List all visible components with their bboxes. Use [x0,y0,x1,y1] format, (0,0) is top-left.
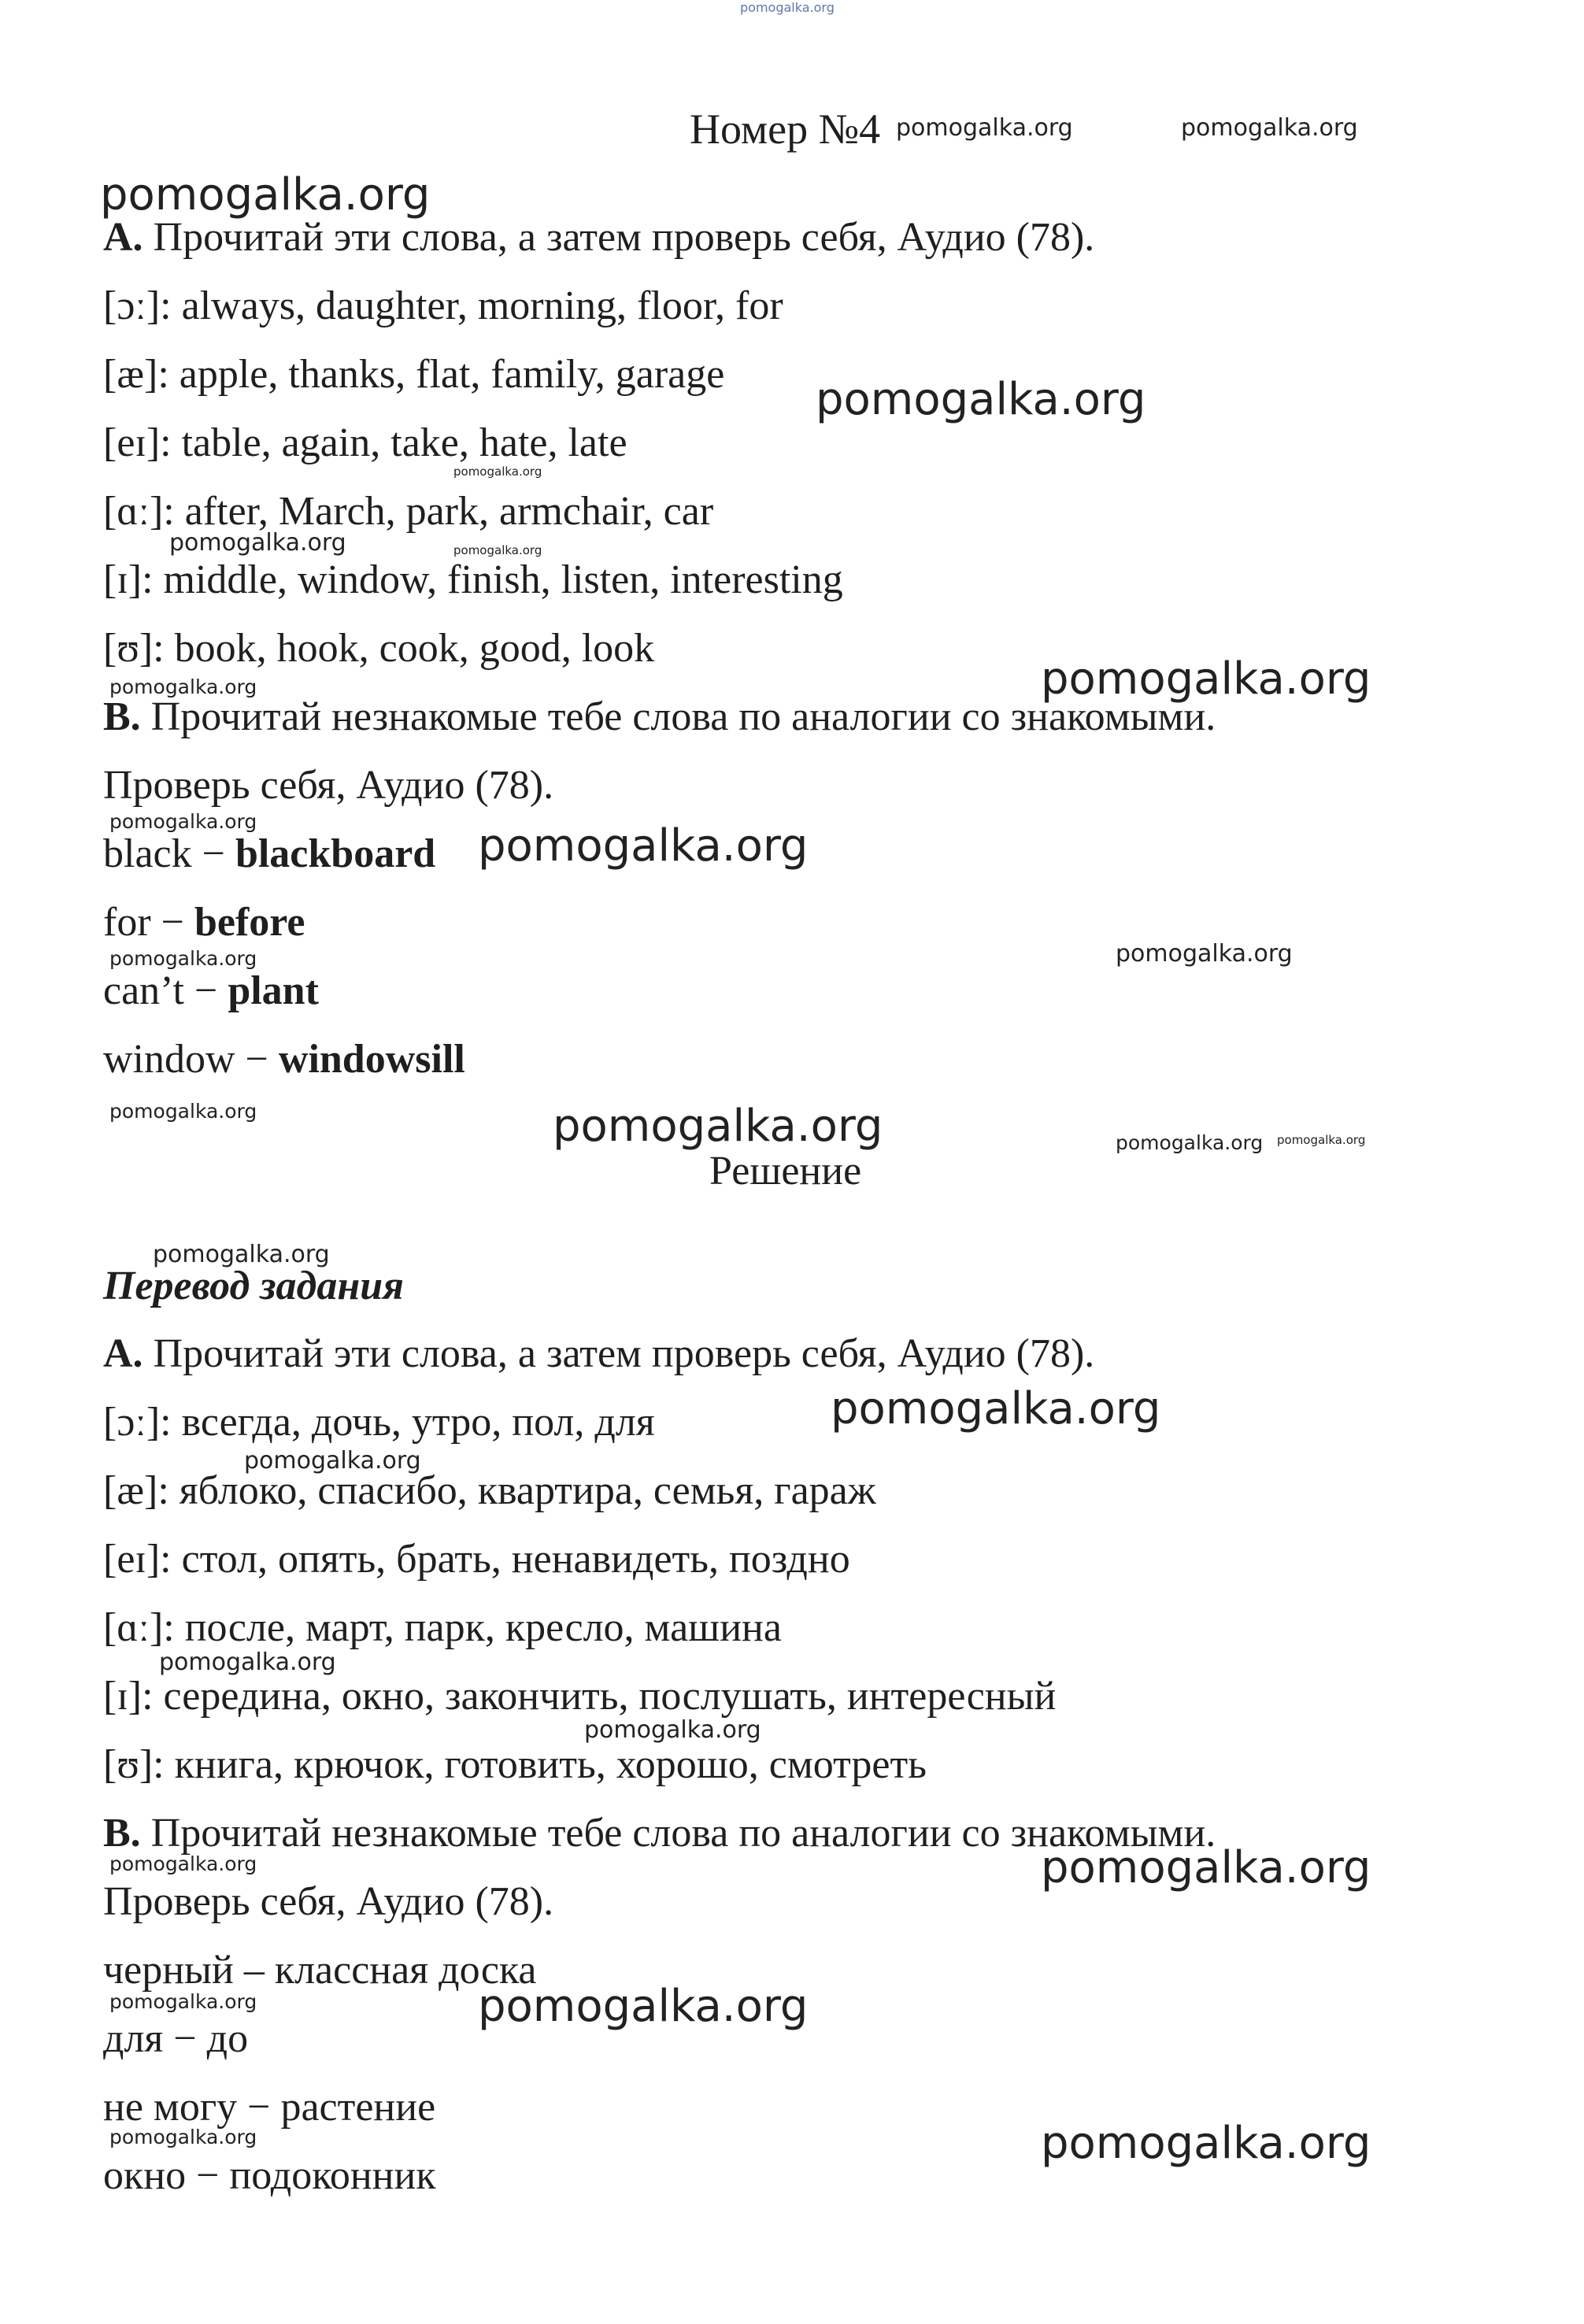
new-word: blackboard [235,831,436,876]
translation-b-label: B. [103,1811,141,1856]
watermark: pomogalka.org [1116,940,1293,968]
watermark: pomogalka.org [816,374,1146,425]
watermark: pomogalka.org [1041,653,1371,705]
word-pair [103,899,305,946]
sound-line: [ɔː]: always, daughter, morning, floor, for [103,283,783,328]
watermark: pomogalka.org [453,464,542,479]
sound-line: [ɑː]: after, March, park, armchair, car [103,489,714,534]
translation-b-subheading: Проверь себя, Аудио (78). [103,1879,554,1924]
translation-a-text: Прочитай эти слова, а затем проверь себя, Аудио (78). [142,1331,1095,1376]
watermark: pomogalka.org [453,543,542,557]
word-pair [103,831,435,878]
watermark: pomogalka.org [831,1383,1161,1434]
watermark: pomogalka.org [109,1990,257,2013]
word-pair [103,1036,465,1083]
sound-line: [ɪ]: middle, window, finish, listen, interesting [103,557,843,602]
watermark: pomogalka.org [1041,2118,1371,2169]
watermark: pomogalka.org [1116,1131,1264,1154]
sound-line: [eɪ]: table, again, take, hate, late [103,420,627,465]
section-a-heading [103,214,1094,261]
translation-b-text: Прочитай незнакомые тебе слова по аналогии со знакомыми. [140,1811,1216,1856]
watermark: pomogalka.org [1041,1842,1371,1893]
watermark: pomogalka.org [169,529,346,557]
translation-pair: черный – классная доска [103,1948,537,1993]
watermark: pomogalka.org [109,810,257,833]
translation-pair: окно − подоконник [103,2153,436,2198]
translation-a-label: A. [103,1331,143,1376]
watermark: pomogalka.org [153,1241,330,1268]
translation-sound-line: [ʊ]: книга, крючок, готовить, хорошо, смотреть [103,1742,927,1787]
known-word: for − [103,900,194,945]
watermark: pomogalka.org [1181,114,1358,142]
watermark: pomogalka.org [159,1649,336,1676]
watermark: pomogalka.org [109,947,257,970]
sound-line: [ʊ]: book, hook, cook, good, look [103,626,655,671]
translation-sound-line: [æ]: яблоко, спасибо, квартира, семья, гараж [103,1468,876,1513]
translation-heading: Перевод задания [103,1264,404,1308]
section-a-label: A. [103,215,143,260]
solution-label: Решение [709,1149,862,1193]
known-word: can’t − [103,968,228,1013]
new-word: before [194,900,305,945]
task-title: Номер №4 [690,105,881,153]
translation-pair: не могу − растение [103,2085,436,2130]
watermark: pomogalka.org [584,1716,761,1744]
translation-sound-line: [ɔː]: всегда, дочь, утро, пол, для [103,1400,655,1445]
section-a-text: Прочитай эти слова, а затем проверь себя, Аудио (78). [142,215,1095,260]
watermark: pomogalka.org [478,1981,809,2032]
watermark: pomogalka.org [109,675,257,698]
watermark: pomogalka.org [244,1447,421,1475]
section-b-text: Прочитай незнакомые тебе слова по аналогии со знакомыми. [140,694,1216,739]
watermark: pomogalka.org [896,114,1073,142]
translation-a-heading [103,1330,1094,1378]
watermark: pomogalka.org [740,0,835,15]
new-word: windowsill [278,1037,465,1082]
watermark: pomogalka.org [109,1100,257,1123]
known-word: window − [103,1037,279,1082]
section-b-subheading: Проверь себя, Аудио (78). [103,763,554,808]
sound-line: [æ]: apple, thanks, flat, family, garage [103,352,725,397]
word-pair [103,968,319,1015]
section-b-label: B. [103,694,141,739]
translation-pair: для − до [103,2016,249,2061]
watermark: pomogalka.org [553,1101,883,1152]
translation-sound-line: [ɑː]: после, март, парк, кресло, машина [103,1605,782,1650]
watermark: pomogalka.org [478,820,809,872]
watermark: pomogalka.org [1277,1133,1366,1147]
known-word: black − [103,831,235,876]
translation-sound-line: [eɪ]: стол, опять, брать, ненавидеть, поздно [103,1537,850,1582]
watermark: pomogalka.org [109,2126,257,2148]
watermark: pomogalka.org [109,1852,257,1875]
translation-sound-line: [ɪ]: середина, окно, закончить, послушать, интересный [103,1674,1057,1719]
new-word: plant [228,968,319,1013]
watermark: pomogalka.org [100,169,431,220]
